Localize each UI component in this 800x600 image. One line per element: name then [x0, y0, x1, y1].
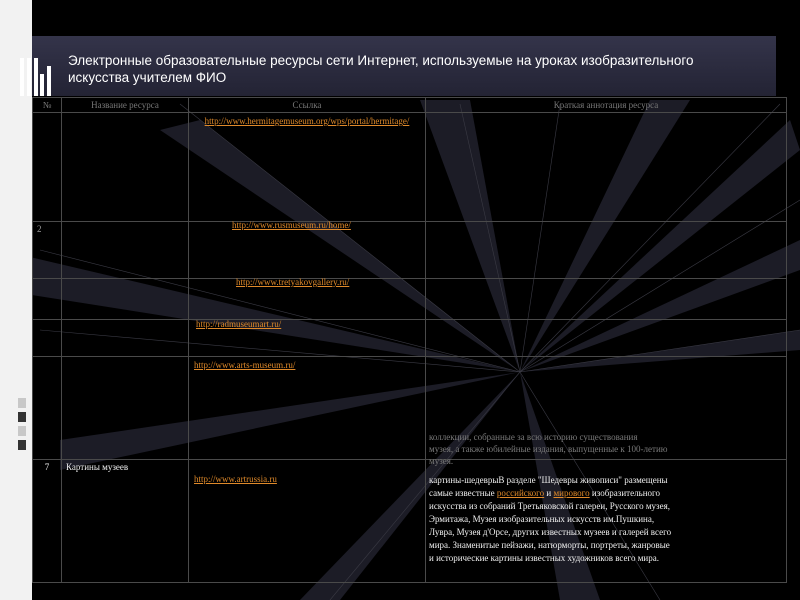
decorative-bars-icon [20, 58, 60, 98]
header-name: Название ресурса [62, 98, 189, 113]
header-num: № [33, 98, 62, 113]
row7-description: картины-шедеврыВ разделе "Шедевры живописи" размещены самые известные российского и мирового изобразительного искусства из собраний Третьяковской галереи, Русского музея, Эрмитажа, Музея изобразительных искусств им.Пушкина, Лувра, Музея д'Орсе, других известных музеев и галерей всего мира. Знаменитые пейзажи, натюрморты, портреты, жанровые и исторические картины известных художников всего мира. [429, 475, 672, 563]
table-header-row [33, 98, 787, 113]
link-artrussia[interactable]: http://www.artrussia.ru [194, 474, 277, 484]
link-russian-art[interactable]: российского [496, 488, 545, 498]
link-tretyakov[interactable]: http://www.tretyakovgallery.ru/ [236, 277, 350, 287]
table-row: 7 Картины музеев [33, 460, 787, 583]
link-world-art[interactable]: мирового [553, 488, 590, 498]
link-radmuseum[interactable]: http://radmuseumart.ru/ [196, 319, 282, 329]
slide-title: Электронные образовательные ресурсы сети Интернет, используемые на уроках изобразительного искусства учителем ФИО [68, 53, 694, 85]
link-arts-museum[interactable]: http://www.arts-museum.ru/ [194, 360, 296, 370]
resources-table [32, 97, 800, 600]
table-row [33, 279, 787, 320]
row7-name: Картины музеев [62, 460, 189, 583]
table-row [33, 113, 787, 222]
link-rusmuseum[interactable]: http://www.rusmuseum.ru/home/ [232, 220, 351, 230]
header-desc: Краткая аннотация ресурса [426, 98, 787, 113]
row6-fragment-lines: коллекции, собранные за всю историю существования музея, а также юбилейные издания, выпущенные к 100-летию музея. [429, 432, 668, 466]
header-link: Ссылка [189, 98, 426, 113]
table-row: 2 [33, 222, 787, 279]
table-row [33, 320, 787, 357]
link-hermitage[interactable]: http://www.hermitagemuseum.org/wps/portal/hermitage/ [204, 116, 410, 126]
